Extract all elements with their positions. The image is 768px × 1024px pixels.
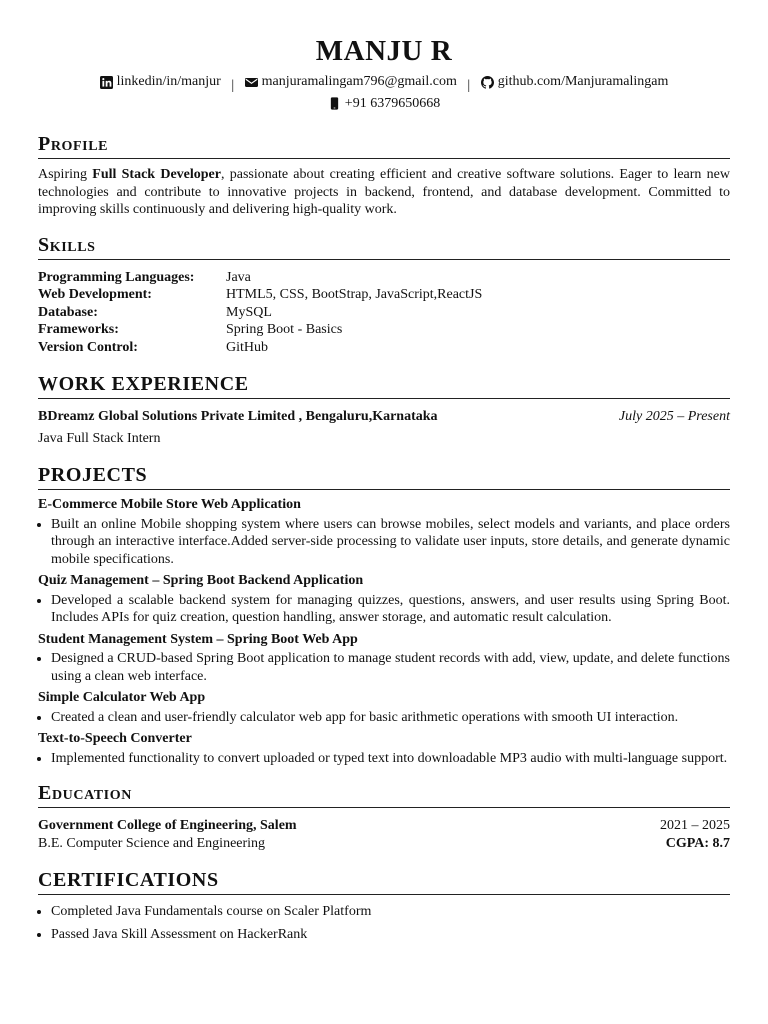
project-description: • Built an online Mobile shopping system where users can browse mobiles, select models and variants, and place orders through an interactive interface.Added server-side processing to validate user inputs, store details, and generate dynamic mobile specifications. bbox=[51, 516, 730, 569]
cgpa: CGPA: 8.7 bbox=[665, 835, 730, 851]
education-years: 2021 – 2025 bbox=[660, 818, 730, 833]
project-description: • Developed a scalable backend system for managing quizzes, questions, answers, and user results using Spring Boot. Includes APIs for quiz creation, question handling, answer storage, and automatic result calculation. bbox=[51, 592, 730, 627]
skill-label: Programming Languages: bbox=[38, 269, 195, 285]
resume bbox=[38, 34, 730, 948]
certification-item: • Completed Java Fundamentals course on Scaler Platform bbox=[51, 903, 730, 921]
skill-value: GitHub bbox=[226, 339, 268, 355]
experience-heading: WORK EXPERIENCE bbox=[38, 372, 730, 399]
skills-heading: Skills bbox=[38, 233, 730, 260]
linkedin-icon bbox=[100, 76, 113, 89]
candidate-name: MANJU R bbox=[315, 35, 453, 67]
linkedin-text: linkedin/in/manjur bbox=[116, 74, 221, 89]
contact-separator: | bbox=[467, 77, 471, 93]
phone-text: +91 6379650668 bbox=[344, 95, 441, 111]
contact-info bbox=[38, 73, 730, 116]
github-icon bbox=[481, 76, 494, 89]
skill-value: Java bbox=[226, 269, 251, 285]
education-heading: Education bbox=[38, 781, 730, 808]
project-title: Simple Calculator Web App bbox=[38, 690, 206, 705]
project-title: Quiz Management – Spring Boot Backend Application bbox=[38, 573, 364, 588]
profile-summary: Aspiring Full Stack Developer, passionate about creating efficient and creative software solutions. Eager to learn new technologies and contribute to innovative projects in backend, frontend, and database development. Committed to improving skills continuously and delivering high-quality work. bbox=[38, 167, 731, 217]
project-title: E-Commerce Mobile Store Web Application bbox=[38, 497, 301, 512]
skill-label: Frameworks: bbox=[38, 322, 119, 337]
skill-value: HTML5, CSS, BootStrap, JavaScript,ReactJS bbox=[226, 287, 483, 302]
certification-item: • Passed Java Skill Assessment on HackerRank bbox=[51, 926, 730, 944]
skill-label: Database: bbox=[38, 304, 98, 320]
degree: B.E. Computer Science and Engineering bbox=[38, 835, 266, 851]
email-link[interactable] bbox=[245, 73, 457, 91]
certifications-heading: CERTIFICATIONS bbox=[38, 868, 730, 895]
envelope-icon bbox=[245, 76, 258, 89]
certifications-section bbox=[38, 868, 730, 943]
skill-label: Web Development: bbox=[38, 287, 152, 302]
skill-value: Spring Boot - Basics bbox=[226, 322, 343, 337]
projects-heading: PROJECTS bbox=[38, 463, 730, 490]
education-section bbox=[38, 781, 730, 852]
project-title: Text-to-Speech Converter bbox=[38, 731, 192, 746]
project-description: • Created a clean and user-friendly calculator web app for basic arithmetic operations with smooth UI interaction. bbox=[51, 709, 730, 727]
skill-value: MySQL bbox=[226, 304, 272, 320]
job-role: Java Full Stack Intern bbox=[38, 430, 161, 446]
mobile-phone-icon bbox=[328, 97, 341, 110]
profile-heading: Profile bbox=[38, 132, 730, 159]
email-text: manjuramalingam796@gmail.com bbox=[261, 74, 457, 89]
project-description: • Designed a CRUD-based Spring Boot application to manage student records with add, view, update, and delete functions using a clean web interface. bbox=[51, 650, 730, 685]
school-name: Government College of Engineering, Salem bbox=[38, 818, 297, 833]
projects-section bbox=[38, 463, 730, 767]
github-text: github.com/Manjuramalingam bbox=[497, 74, 669, 89]
company-name: BDreamz Global Solutions Private Limited , Bengaluru,Karnataka bbox=[38, 409, 438, 424]
contact-separator: | bbox=[231, 77, 235, 93]
project-description: • Implemented functionality to convert uploaded or typed text into downloadable MP3 audio with multi-language support. bbox=[51, 750, 730, 768]
profile-section bbox=[38, 132, 730, 219]
skills-section bbox=[38, 233, 730, 357]
github-link[interactable] bbox=[481, 73, 669, 91]
skill-label: Version Control: bbox=[38, 339, 138, 355]
phone-link[interactable] bbox=[328, 95, 440, 113]
linkedin-link[interactable] bbox=[100, 73, 221, 91]
employment-dates: July 2025 – Present bbox=[618, 409, 730, 424]
experience-section bbox=[38, 372, 730, 447]
project-title: Student Management System – Spring Boot Web App bbox=[38, 631, 358, 647]
